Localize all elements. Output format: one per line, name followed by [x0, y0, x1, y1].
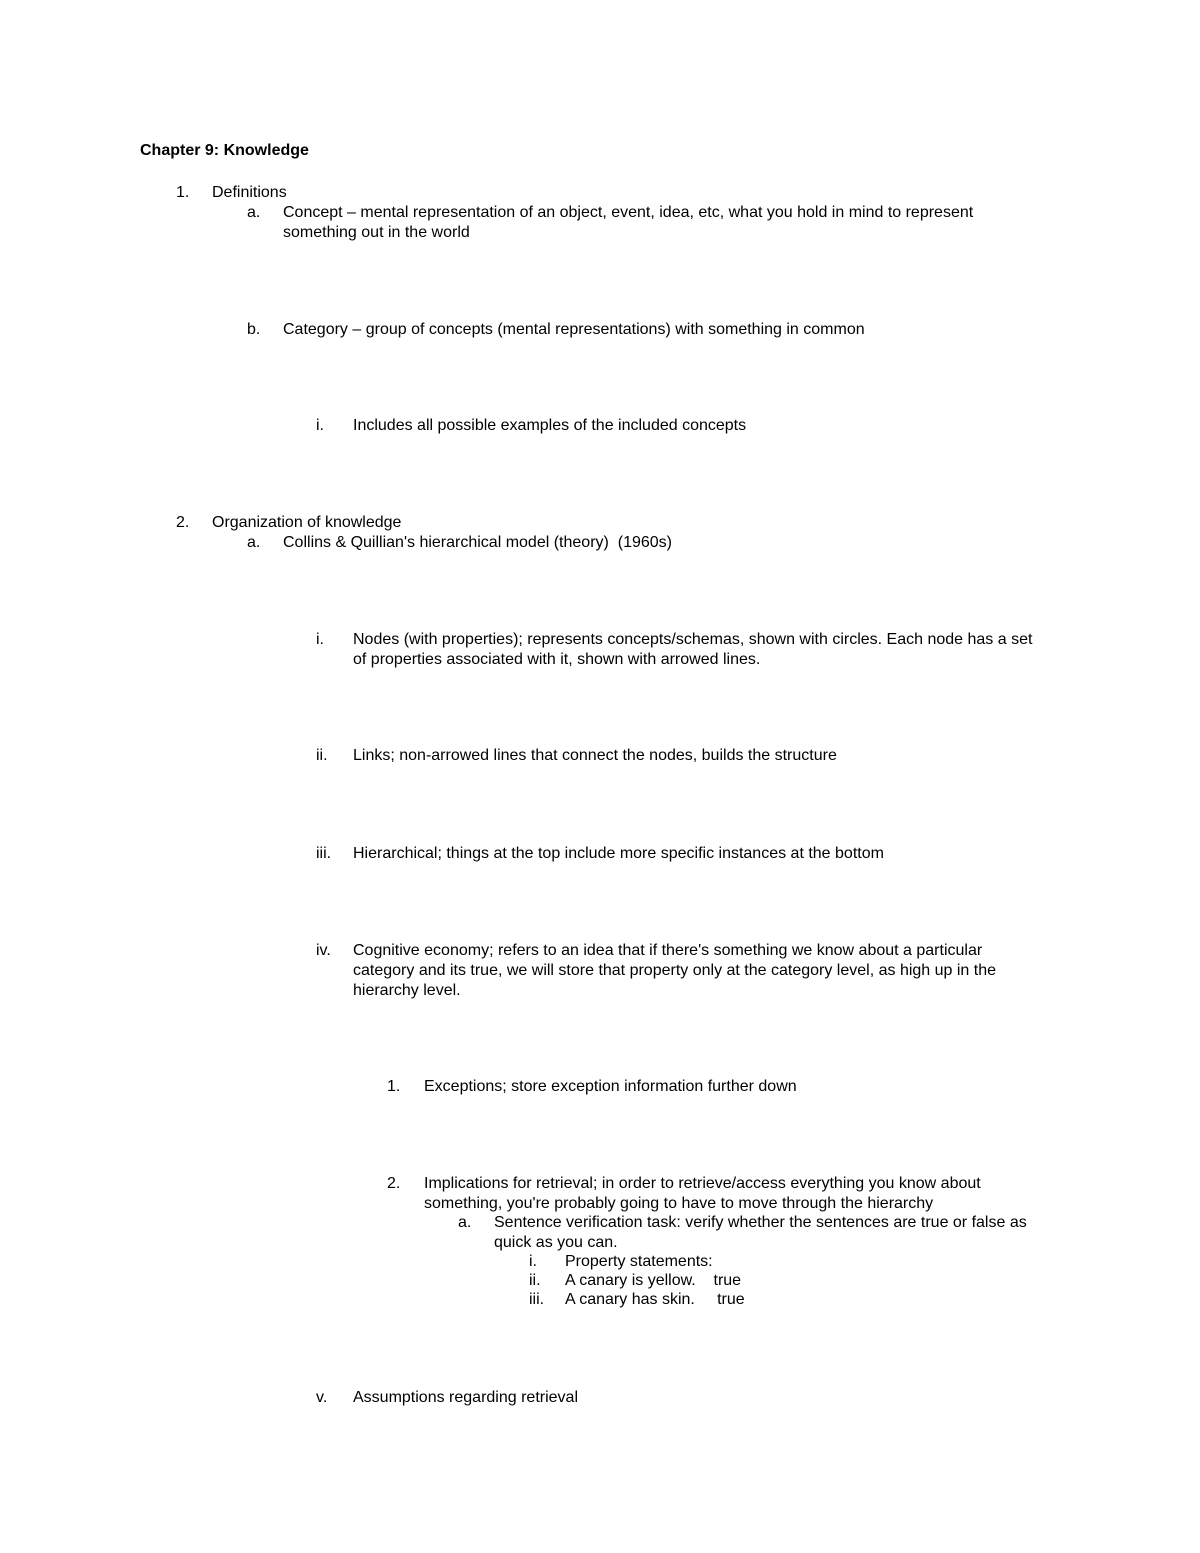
item-text: Cognitive economy; refers to an idea that if there's something we know about a particular category and its true, we will store that property only at the category level, as high up in the hierarchy level.	[353, 942, 1001, 999]
outline-item	[529, 1271, 1049, 1291]
outline-item	[316, 941, 1036, 1001]
list-marker: v.	[316, 1389, 328, 1406]
outline-item	[529, 1252, 1049, 1272]
list-marker: i.	[316, 631, 324, 648]
item-text: A canary is yellow. true	[565, 1272, 742, 1289]
item-text: Includes all possible examples of the included concepts	[353, 417, 747, 434]
list-marker: a.	[247, 534, 261, 551]
chapter-title: Chapter 9: Knowledge	[140, 142, 309, 159]
list-marker: 2.	[176, 514, 190, 531]
list-marker: iv.	[316, 942, 331, 959]
item-text: Organization of knowledge	[212, 514, 402, 531]
item-text: Nodes (with properties); represents concepts/schemas, shown with circles. Each node has a set of properties associated with it, shown with arrowed lines.	[353, 631, 1037, 668]
outline-item	[316, 746, 1056, 766]
outline-item	[316, 1388, 1056, 1408]
outline-item	[316, 416, 1056, 436]
outline-item	[247, 533, 1047, 553]
item-text: Exceptions; store exception information further down	[424, 1078, 797, 1095]
item-text: Links; non-arrowed lines that connect the nodes, builds the structure	[353, 747, 837, 764]
outline-item	[176, 513, 1056, 533]
item-text: A canary has skin. true	[565, 1291, 745, 1308]
outline-item	[316, 630, 1046, 670]
outline-item	[387, 1174, 1017, 1214]
outline-item	[176, 183, 1056, 203]
list-marker: a.	[458, 1214, 472, 1231]
list-marker: ii.	[529, 1272, 541, 1289]
list-marker: iii.	[529, 1291, 545, 1308]
item-text: Concept – mental representation of an object, event, idea, etc, what you hold in mind to represent something out in the world	[283, 204, 978, 241]
item-text: Property statements:	[565, 1253, 713, 1270]
list-marker: 2.	[387, 1175, 401, 1192]
item-text: Sentence verification task: verify whether the sentences are true or false as quick as you can.	[494, 1214, 1032, 1251]
item-text: Hierarchical; things at the top include more specific instances at the bottom	[353, 845, 884, 862]
item-text: Category – group of concepts (mental representations) with something in common	[283, 321, 865, 338]
outline-item	[529, 1290, 1049, 1310]
list-marker: 1.	[176, 184, 190, 201]
outline-item	[247, 203, 1022, 243]
outline-item	[458, 1213, 1058, 1253]
list-marker: ii.	[316, 747, 328, 764]
list-marker: a.	[247, 204, 261, 221]
item-text: Implications for retrieval; in order to retrieve/access everything you know about something, you're probably going to have to move through the hierarchy	[424, 1175, 986, 1212]
outline-item	[247, 320, 1047, 340]
list-marker: iii.	[316, 845, 332, 862]
item-text: Collins & Quillian's hierarchical model (theory) (1960s)	[283, 534, 672, 551]
outline-item	[316, 844, 1056, 864]
item-text: Assumptions regarding retrieval	[353, 1389, 578, 1406]
list-marker: i.	[316, 417, 324, 434]
outline-item	[387, 1077, 1067, 1097]
item-text: Definitions	[212, 184, 287, 201]
list-marker: 1.	[387, 1078, 401, 1095]
list-marker: i.	[529, 1253, 537, 1270]
list-marker: b.	[247, 321, 261, 338]
